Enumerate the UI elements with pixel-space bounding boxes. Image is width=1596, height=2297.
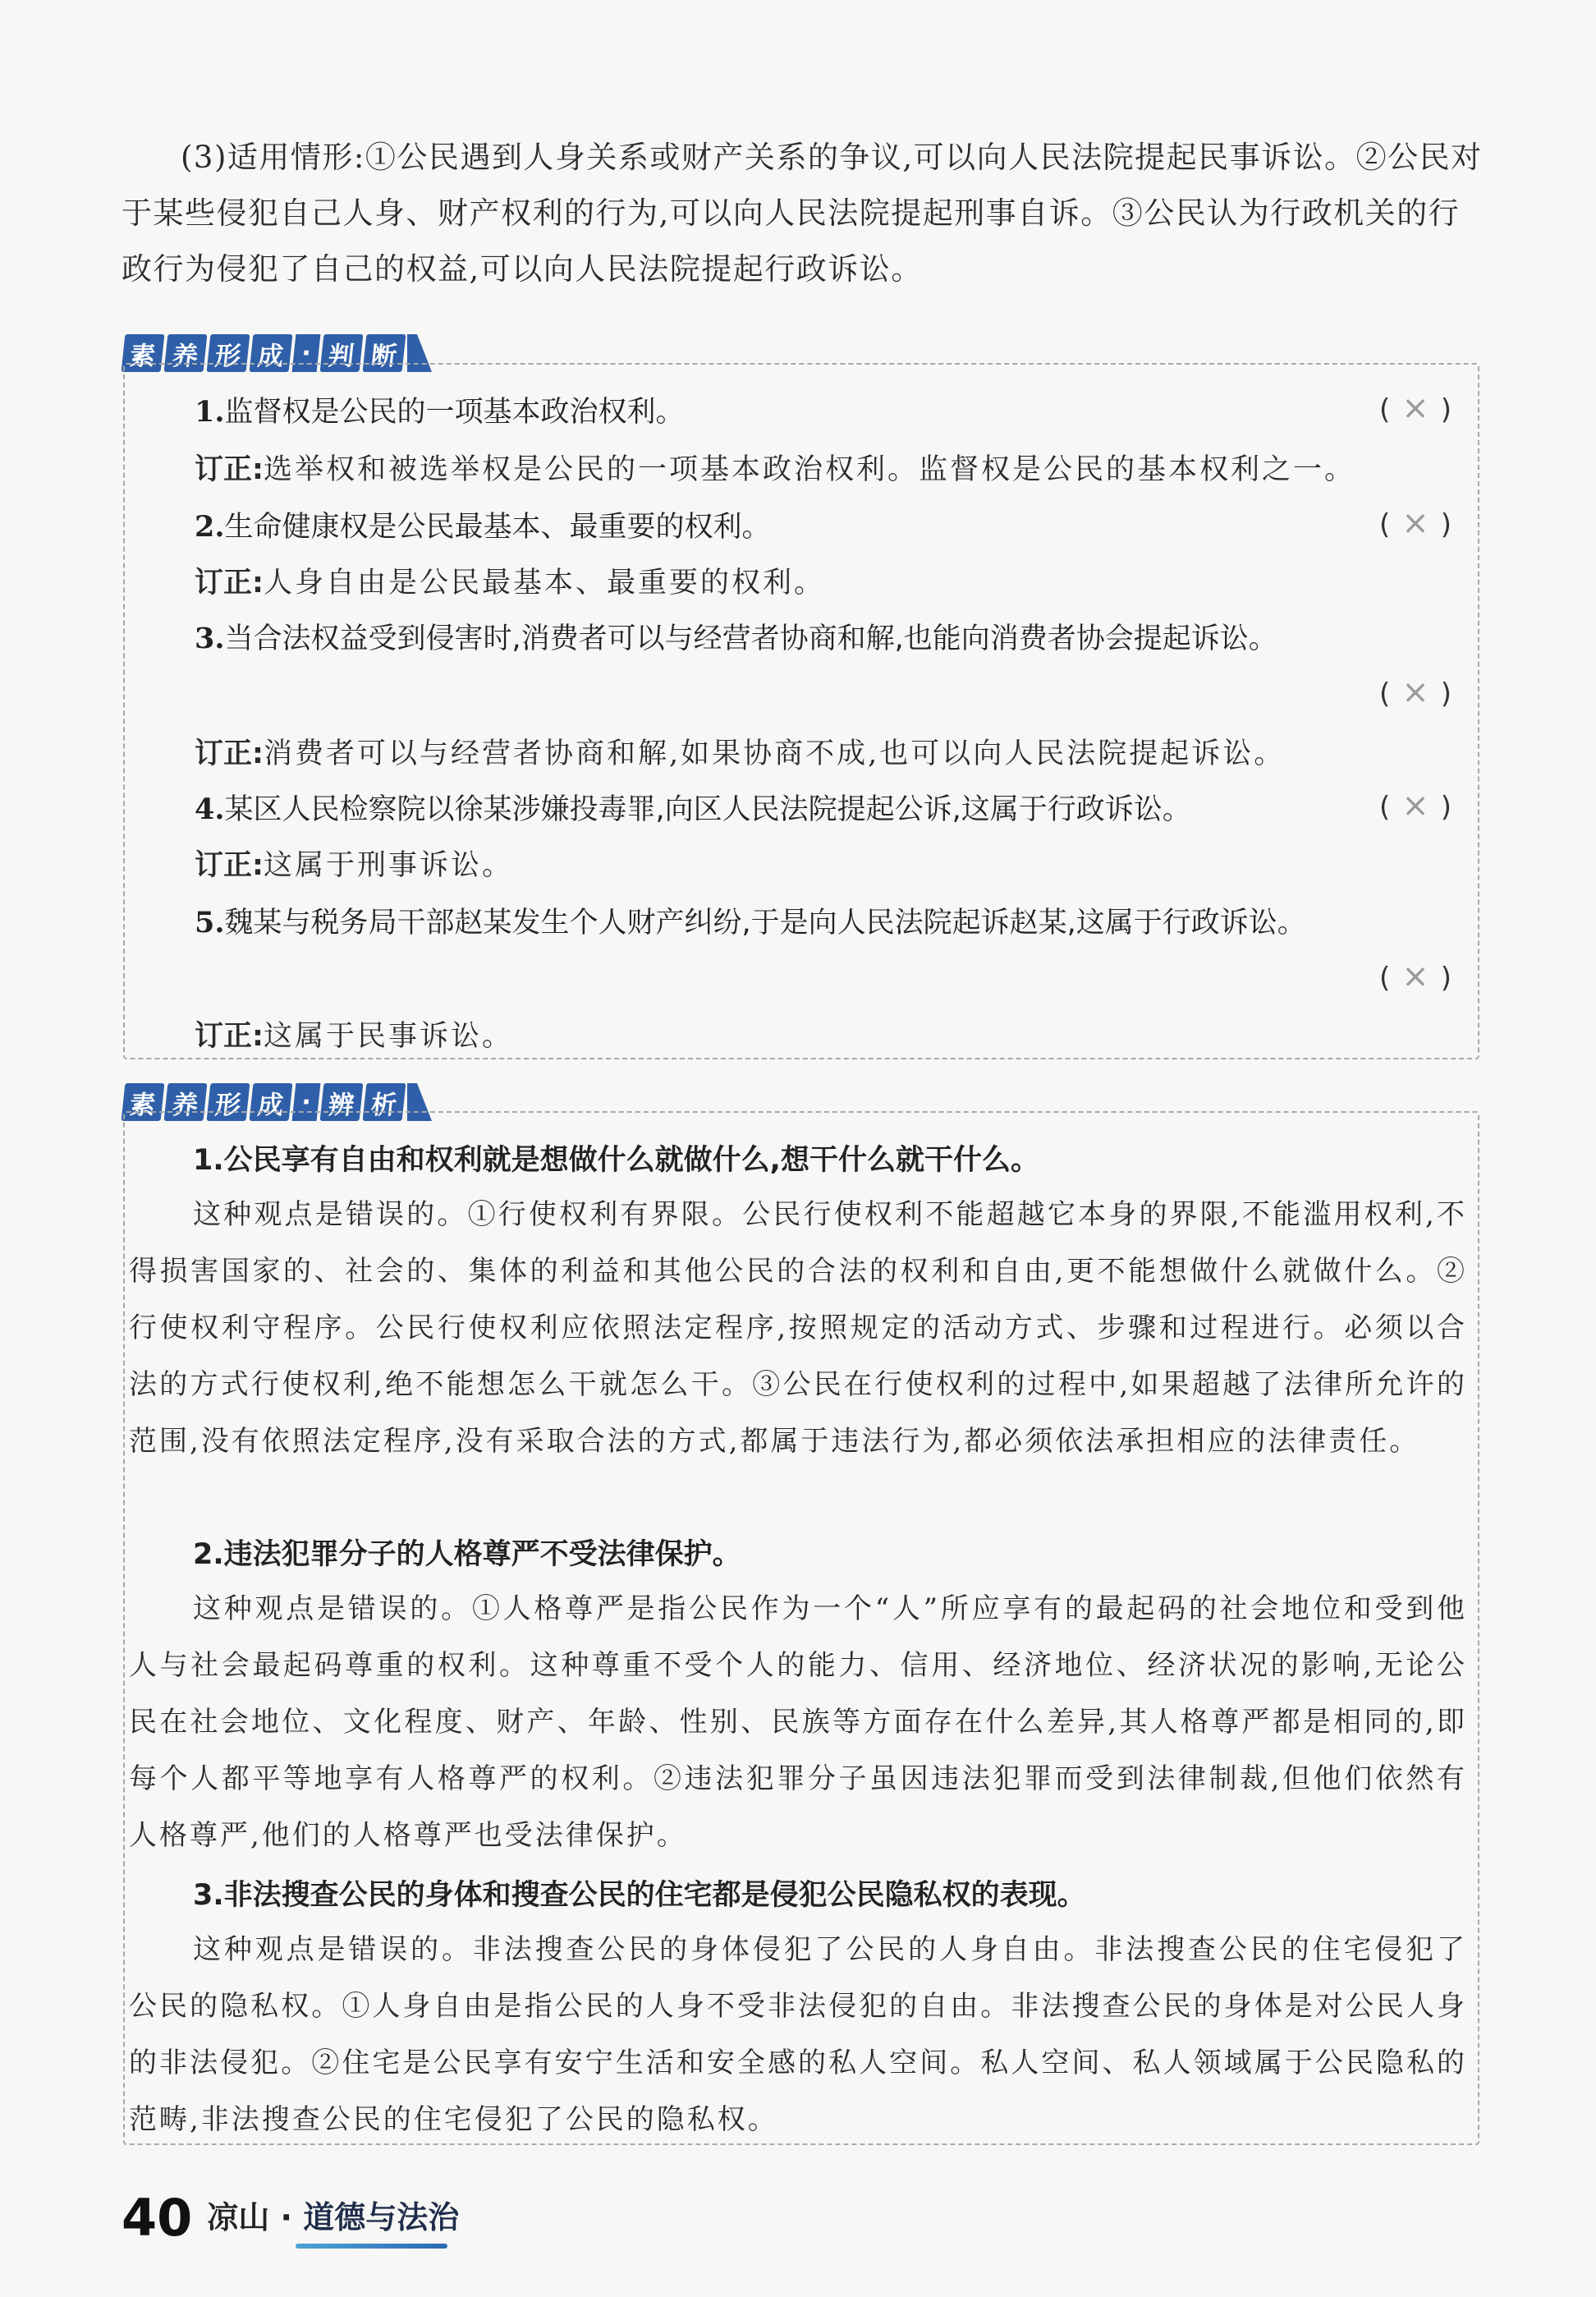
- judge-mark-1: (×): [1378, 389, 1463, 427]
- analysis-question-2: 2.违法犯罪分子的人格尊严不受法律保护。: [193, 1538, 741, 1571]
- judge-fix-3: 订正:消费者可以与经营者协商和解,如果协商不成,也可以向人民法院提起诉讼。: [195, 737, 1286, 770]
- wrong-mark-icon: ×: [1401, 504, 1441, 542]
- wrong-mark-icon: ×: [1401, 673, 1441, 711]
- judge-mark-5: (×): [1378, 958, 1463, 995]
- tag-char: 成: [250, 1083, 293, 1121]
- book-title: [207, 2192, 459, 2244]
- page-number: 40: [122, 2188, 193, 2248]
- footer-underline-decoration: [296, 2244, 447, 2249]
- judge-question-4: 4.某区人民检察院以徐某涉嫌投毒罪,向区人民法院提起公诉,这属于行政诉讼。: [195, 792, 1191, 826]
- judge-mark-2: (×): [1378, 504, 1463, 542]
- analysis-question-1: 1.公民享有自由和权利就是想做什么就做什么,想干什么就干什么。: [193, 1144, 1039, 1177]
- tag-dot: ·: [292, 1083, 321, 1121]
- analysis-answer-1: 这种观点是错误的。①行使权利有界限。公民行使权利不能超越它本身的界限,不能滥用权利,不得损害国家的、社会的、集体的利益和其他公民的合法的权利和自由,更不能想做什么就做什么。②行使权利守程序。公民行使权利应依照法定程序,按照规定的活动方式、步骤和过程进行。必须以合法的方式行使权利,绝不能想怎么干就怎么干。③公民在行使权利的过程中,如果超越了法律所允许的范围,没有依照法定程序,没有采取合法的方式,都属于违法行为,都必须依法承担相应的法律责任。: [129, 1198, 1467, 1458]
- tag-char: 形: [207, 1083, 250, 1121]
- intro-section: [122, 130, 1484, 297]
- page-footer: [122, 2186, 460, 2248]
- tag-char: 析: [363, 1083, 406, 1121]
- tag-char: 成: [250, 334, 293, 372]
- judge-question-2: 2.生命健康权是公民最基本、最重要的权利。: [195, 510, 771, 544]
- judge-box: [123, 363, 1479, 1059]
- tag-char: 断: [363, 334, 406, 372]
- tag-char: 判: [320, 334, 364, 372]
- judge-mark-3: (×): [1378, 673, 1463, 711]
- judge-question-5: 5.魏某与税务局干部赵某发生个人财产纠纷,于是向人民法院起诉赵某,这属于行政诉讼。: [195, 906, 1306, 939]
- book-region: 凉山 ·: [207, 2199, 304, 2235]
- judge-question-3: 3.当合法权益受到侵害时,消费者可以与经营者协商和解,也能向消费者协会提起诉讼。: [195, 622, 1277, 655]
- analysis-answer-2: 这种观点是错误的。①人格尊严是指公民作为一个“人”所应享有的最起码的社会地位和受到他人与社会最起码尊重的权利。这种尊重不受个人的能力、信用、经济地位、经济状况的影响,无论公民在社会地位、文化程度、财产、年龄、性别、民族等方面存在什么差异,其人格尊严都是相同的,即每个人都平等地享有人格尊严的权利。②违法犯罪分子虽因违法犯罪而受到法律制裁,但他们依然有人格尊严,他们的人格尊严也受法律保护。: [129, 1592, 1467, 1852]
- wrong-mark-icon: ×: [1401, 389, 1441, 427]
- intro-paragraph: (3)适用情形:①公民遇到人身关系或财产关系的争议,可以向人民法院提起民事诉讼。②公民对于某些侵犯自己人身、财产权利的行为,可以向人民法院提起刑事自诉。③公民认为行政机关的行政行为侵犯了自己的权益,可以向人民法院提起行政诉讼。: [122, 140, 1483, 287]
- tag-char: 素: [122, 334, 165, 372]
- tag-char: 形: [207, 334, 250, 372]
- tag-char: 素: [122, 1083, 165, 1121]
- wrong-mark-icon: ×: [1401, 958, 1441, 995]
- tag-char: 养: [164, 334, 208, 372]
- book-subject: 道德与法治: [303, 2199, 460, 2235]
- judge-fix-5: 订正:这属于民事诉讼。: [195, 1020, 514, 1053]
- analysis-question-3: 3.非法搜查公民的身体和搜查公民的住宅都是侵犯公民隐私权的表现。: [193, 1879, 1086, 1912]
- analysis-box: [123, 1111, 1479, 2145]
- judge-question-1: 1.监督权是公民的一项基本政治权利。: [195, 395, 685, 429]
- tag-dot: ·: [292, 334, 321, 372]
- judge-mark-4: (×): [1378, 787, 1463, 825]
- judge-fix-2: 订正:人身自由是公民最基本、最重要的权利。: [195, 567, 826, 600]
- tag-char: 辨: [320, 1083, 364, 1121]
- judge-fix-1: 订正:选举权和被选举权是公民的一项基本政治权利。监督权是公民的基本权利之一。: [195, 453, 1356, 486]
- analysis-answer-3: 这种观点是错误的。非法搜查公民的身体侵犯了公民的人身自由。非法搜查公民的住宅侵犯了公民的隐私权。①人身自由是指公民的人身不受非法侵犯的自由。非法搜查公民的身体是对公民人身的非法侵犯。②住宅是公民享有安宁生活和安全感的私人空间。私人空间、私人领域属于公民隐私的范畴,非法搜查公民的住宅侵犯了公民的隐私权。: [129, 1933, 1467, 2136]
- wrong-mark-icon: ×: [1401, 787, 1441, 825]
- judge-fix-4: 订正:这属于刑事诉讼。: [195, 849, 514, 882]
- tag-char: 养: [164, 1083, 208, 1121]
